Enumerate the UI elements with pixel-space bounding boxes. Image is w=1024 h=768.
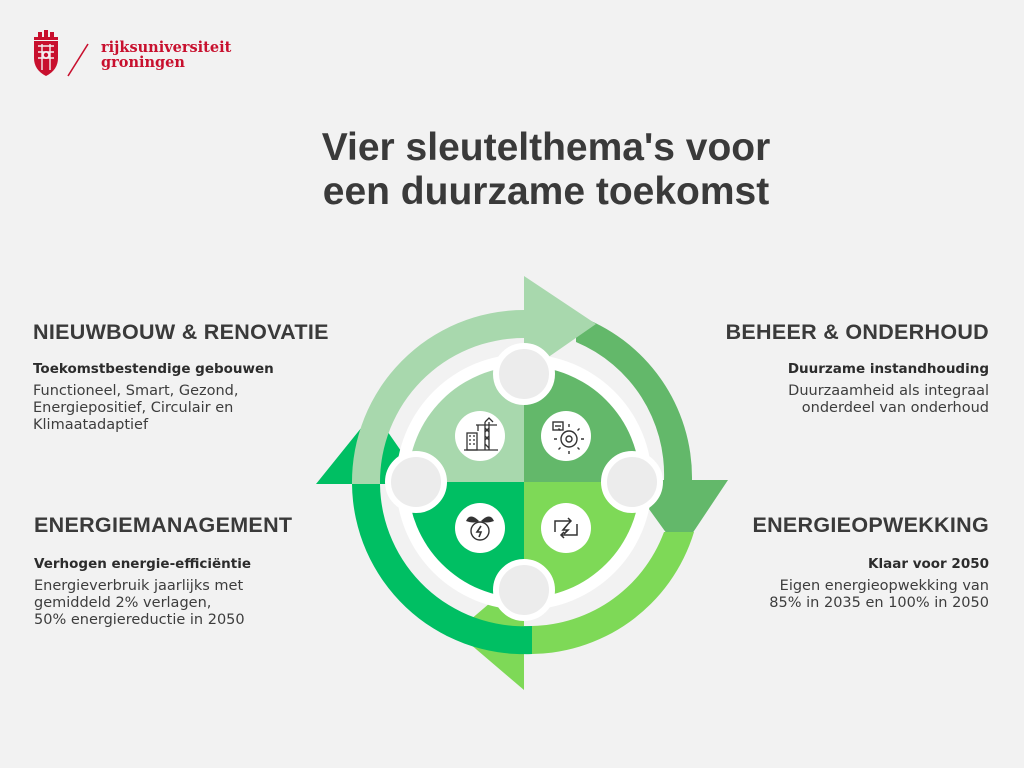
connector-right [604, 454, 660, 510]
theme-subheading: Verhogen energie-efficiëntie [34, 556, 252, 572]
theme-heading: NIEUWBOUW & RENOVATIE [33, 320, 329, 344]
construction-crane-icon [455, 411, 505, 461]
theme-description: Functioneel, Smart, Gezond, Energiepositief, Circulair en Klimaatadaptief [33, 383, 239, 433]
theme-heading: BEHEER & ONDERHOUD [725, 320, 989, 344]
theme-description: Eigen energieopwekking van 85% in 2035 en 100% in 2050 [769, 578, 989, 611]
connector-left [388, 454, 444, 510]
page-title [250, 126, 842, 214]
theme-heading: ENERGIEOPWEKKING [752, 513, 989, 537]
logo-line-2: groningen [101, 54, 185, 71]
logo-line-1: rijksuniversiteit [101, 39, 232, 56]
theme-description: Duurzaamheid als integraal onderdeel van onderhoud [788, 383, 989, 416]
connector-top [496, 346, 552, 402]
logo-divider [68, 44, 88, 76]
title-line-1: Vier sleutelthema's voor [321, 126, 771, 169]
university-crest-icon [34, 30, 58, 76]
leaf-energy-icon [455, 503, 505, 553]
theme-heading: ENERGIEMANAGEMENT [34, 513, 293, 537]
renewable-energy-icon [541, 503, 591, 553]
logo-text[interactable] [101, 40, 231, 70]
theme-subheading: Toekomstbestendige gebouwen [33, 361, 274, 377]
theme-subheading: Klaar voor 2050 [868, 556, 989, 572]
connector-bottom [496, 562, 552, 618]
theme-description: Energieverbruik jaarlijks met gemiddeld 2% verlagen, 50% energiereductie in 2050 [34, 578, 245, 628]
theme-subheading: Duurzame instandhouding [787, 361, 989, 377]
cycle-diagram [312, 270, 736, 694]
title-line-2: een duurzame toekomst [322, 170, 770, 213]
gear-maintenance-icon [541, 411, 591, 461]
